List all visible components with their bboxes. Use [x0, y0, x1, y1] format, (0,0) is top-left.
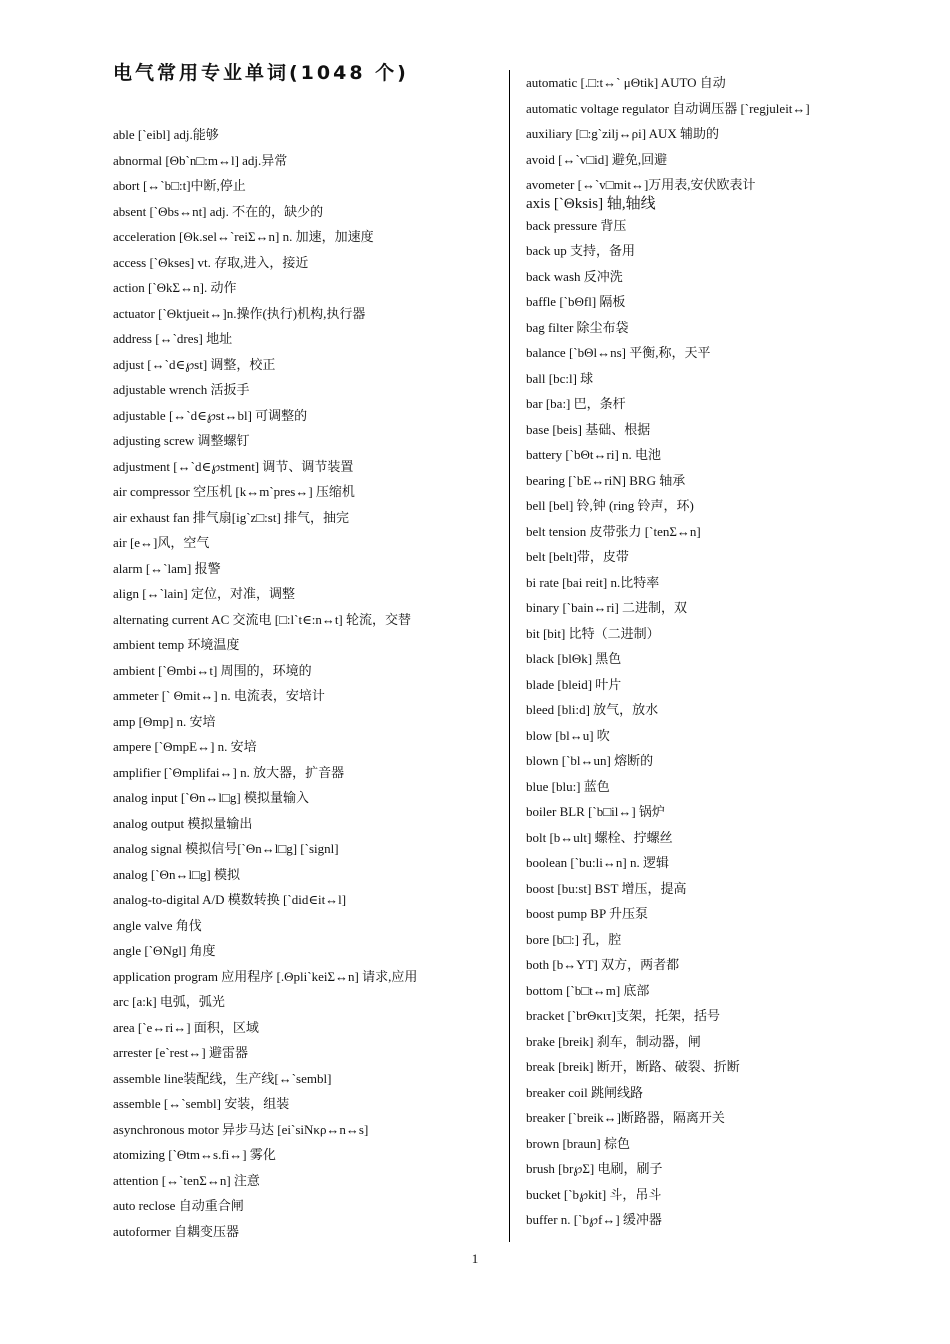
vocab-entry: boost pump BP 升压泵	[526, 906, 648, 921]
page-title: 电气常用专业单词(1048 个)	[113, 62, 409, 84]
vocab-entry: auxiliary [□:g`zilj↔ρi] AUX 辅助的	[526, 126, 720, 141]
vocab-entry: assemble [↔`sembl] 安装，组装	[113, 1096, 290, 1111]
vocab-entry: brake [breik] 刹车，制动器，闸	[526, 1033, 701, 1049]
vocab-entry: angle [`ΘNgl] 角度	[113, 943, 216, 958]
vocab-entry: avometer [↔`v□mit↔]万用表,安伏欧表计	[526, 177, 756, 192]
vocab-entry: asynchronous motor 异步马达 [ei`siNκρ↔n↔s]	[113, 1121, 369, 1137]
vocab-entry: adjustable [↔`d∈℘st↔bl] 可调整的	[113, 407, 308, 423]
vocab-entry: brush [br℘Σ] 电刷，刷子	[526, 1161, 663, 1176]
vocab-entry: address [↔`dres] 地址	[113, 331, 233, 346]
vocab-entry: arc [a:k] 电弧，弧光	[113, 994, 225, 1009]
vocab-entry: buffer n. [`b℘f↔] 缓冲器	[526, 1212, 662, 1227]
vocab-entry: back pressure 背压	[526, 217, 627, 233]
vocab-entry: binary [`bain↔ri] 二进制，双	[526, 600, 688, 615]
vocab-entry: bleed [bli:d] 放气，放水	[526, 702, 659, 717]
vocab-entry: boost [bu:st] BST 增压，提高	[526, 880, 687, 896]
vocab-entry: atomizing [`Θtm↔s.fi↔] 雾化	[113, 1147, 276, 1162]
vocab-entry: adjustable wrench 活扳手	[113, 382, 250, 397]
vocab-entry: angle valve 角伐	[113, 917, 202, 933]
left-word-column	[113, 127, 498, 1249]
vocab-entry: analog [`Θn↔l□g] 模拟	[113, 866, 240, 882]
vocab-entry: bit [bit] 比特（二进制）	[526, 625, 660, 641]
vocab-entry: adjustment [↔`d∈℘stment] 调节、调节装置	[113, 458, 354, 474]
vocab-entry: ambient [`Θmbi↔t] 周围的，环境的	[113, 662, 312, 678]
vocab-entry: able [`eibl] adj.能够	[113, 127, 219, 142]
vocab-entry: brown [braun] 棕色	[526, 1135, 630, 1151]
vocab-entry: bearing [`bE↔riN] BRG 轴承	[526, 472, 686, 488]
vocab-entry: blown [`bl↔un] 熔断的	[526, 753, 654, 768]
vocab-entry: adjust [↔`d∈℘st] 调整，校正	[113, 356, 276, 372]
vocab-entry: action [`ΘkΣ↔n]. 动作	[113, 280, 237, 295]
page-number: 1	[471, 1251, 479, 1266]
vocab-entry: access [`Θkses] vt. 存取,进入，接近	[113, 254, 309, 270]
vocab-entry: back wash 反冲洗	[526, 268, 623, 284]
vocab-entry: belt [belt]带，皮带	[526, 549, 629, 564]
vocab-entry: analog input [`Θn↔l□g] 模拟量输入	[113, 790, 309, 805]
vocab-entry: bottom [`b□t↔m] 底部	[526, 982, 650, 998]
vocab-entry: ammeter [` Θmit↔] n. 电流表，安培计	[113, 688, 325, 703]
vocab-entry: bolt [b↔ult] 螺栓、拧螺丝	[526, 829, 673, 845]
vocab-entry: application program 应用程序 [.Θpli`keiΣ↔n] 请求,应用	[113, 968, 418, 984]
vocab-entry: belt tension 皮带张力 [`tenΣ↔n]	[526, 523, 701, 539]
vocab-entry: avoid [↔`v□id] 避免,回避	[526, 151, 668, 167]
vocab-entry: autoformer 自耦变压器	[113, 1223, 240, 1239]
vocab-entry: alternating current AC 交流电 [□:l`t∈:n↔t] 轮流，交替	[113, 611, 412, 627]
vocab-entry: air [e↔]风，空气	[113, 535, 210, 550]
vocab-entry: both [b↔YT] 双方，两者都	[526, 957, 680, 972]
vocab-entry: base [beis] 基础、根据	[526, 421, 651, 437]
vocab-entry: battery [`bΘt↔ri] n. 电池	[526, 447, 662, 462]
vocab-entry: assemble line装配线，生产线[↔`sembl]	[113, 1070, 332, 1086]
vocab-entry: abort [↔`b□:t]中断,停止	[113, 178, 246, 193]
vocab-entry: black [blΘk] 黑色	[526, 651, 622, 666]
vocab-entry: bar [ba:] 巴，条杆	[526, 396, 626, 411]
vocab-entry: alarm [↔`lam] 报警	[113, 560, 221, 576]
vocab-entry: abnormal [Θb`n□:m↔l] adj.异常	[113, 152, 288, 168]
vocab-entry: analog-to-digital A/D 模数转换 [`did∈it↔l]	[113, 892, 347, 907]
vocab-entry: bore [b□:] 孔，腔	[526, 931, 622, 947]
vocab-entry: breaker coil 跳闸线路	[526, 1084, 643, 1100]
vocab-entry: amplifier [`Θmplifai↔] n. 放大器，扩音器	[113, 764, 345, 780]
vocab-entry: analog signal 模拟信号[`Θn↔l□g] [`signl]	[113, 841, 339, 856]
vocab-entry: area [`e↔ri↔] 面积，区域	[113, 1019, 259, 1035]
vocab-entry: arrester [e`rest↔] 避雷器	[113, 1045, 248, 1060]
vocab-entry: air compressor 空压机 [k↔m`pres↔] 压缩机	[113, 484, 355, 499]
column-divider	[509, 70, 510, 1242]
vocab-entry: blue [blu:] 蓝色	[526, 778, 610, 794]
vocab-entry: balance [`bΘl↔ns] 平衡,称，天平	[526, 345, 711, 360]
vocab-entry: air exhaust fan 排气扇[ig`z□:st] 排气，抽完	[113, 509, 350, 525]
vocab-entry: analog output 模拟量输出	[113, 815, 253, 831]
vocab-entry: blade [bleid] 叶片	[526, 676, 622, 692]
vocab-entry: boiler BLR [`b□il↔] 锅炉	[526, 804, 665, 819]
vocab-entry: ampere [`ΘmpE↔] n. 安培	[113, 739, 257, 754]
vocab-entry: acceleration [Θk.sel↔`reiΣ↔n] n. 加速，加速度	[113, 229, 374, 244]
vocab-entry: back up 支持，备用	[526, 243, 636, 258]
vocab-entry: align [↔`lain] 定位，对准，调整	[113, 586, 295, 601]
vocab-entry: blow [bl↔u] 吹	[526, 727, 610, 743]
vocab-entry: automatic voltage regulator 自动调压器 [`regjuleit↔]	[526, 100, 810, 116]
vocab-entry: bucket [`b℘kit] 斗，吊斗	[526, 1186, 662, 1202]
vocab-entry: baffle [`bΘfl] 隔板	[526, 294, 626, 309]
vocab-entry: ball [bc:l] 球	[526, 370, 594, 386]
vocab-entry: breaker [`breik↔]断路器，隔离开关	[526, 1110, 725, 1125]
vocab-entry: amp [Θmp] n. 安培	[113, 713, 216, 729]
vocab-entry: axis [`Θksis] 轴,轴线	[526, 195, 656, 212]
vocab-entry: actuator [`Θktjueit↔]n.操作(执行)机构,执行器	[113, 305, 366, 321]
vocab-entry: automatic [.□:t↔` μΘtik] AUTO 自动	[526, 75, 726, 90]
vocab-entry: attention [↔`tenΣ↔n] 注意	[113, 1172, 260, 1188]
vocab-entry: bi rate [bai reit] n.比特率	[526, 574, 660, 590]
vocab-entry: break [breik] 断开，断路、破裂、折断	[526, 1059, 740, 1074]
vocab-entry: bracket [`brΘκιτ]支架，托架，括号	[526, 1008, 720, 1023]
vocab-entry: bag filter 除尘布袋	[526, 319, 629, 335]
vocab-entry: auto reclose 自动重合闸	[113, 1198, 244, 1213]
vocab-entry: boolean [`bu:li↔n] n. 逻辑	[526, 855, 669, 870]
vocab-entry: ambient temp 环境温度	[113, 637, 240, 652]
right-word-column	[526, 75, 926, 1238]
vocab-entry: absent [`Θbs↔nt] adj. 不在的，缺少的	[113, 203, 324, 219]
vocab-entry: adjusting screw 调整螺钉	[113, 433, 250, 448]
vocab-entry: bell [bel] 铃,钟 (ring 铃声，环)	[526, 498, 694, 513]
